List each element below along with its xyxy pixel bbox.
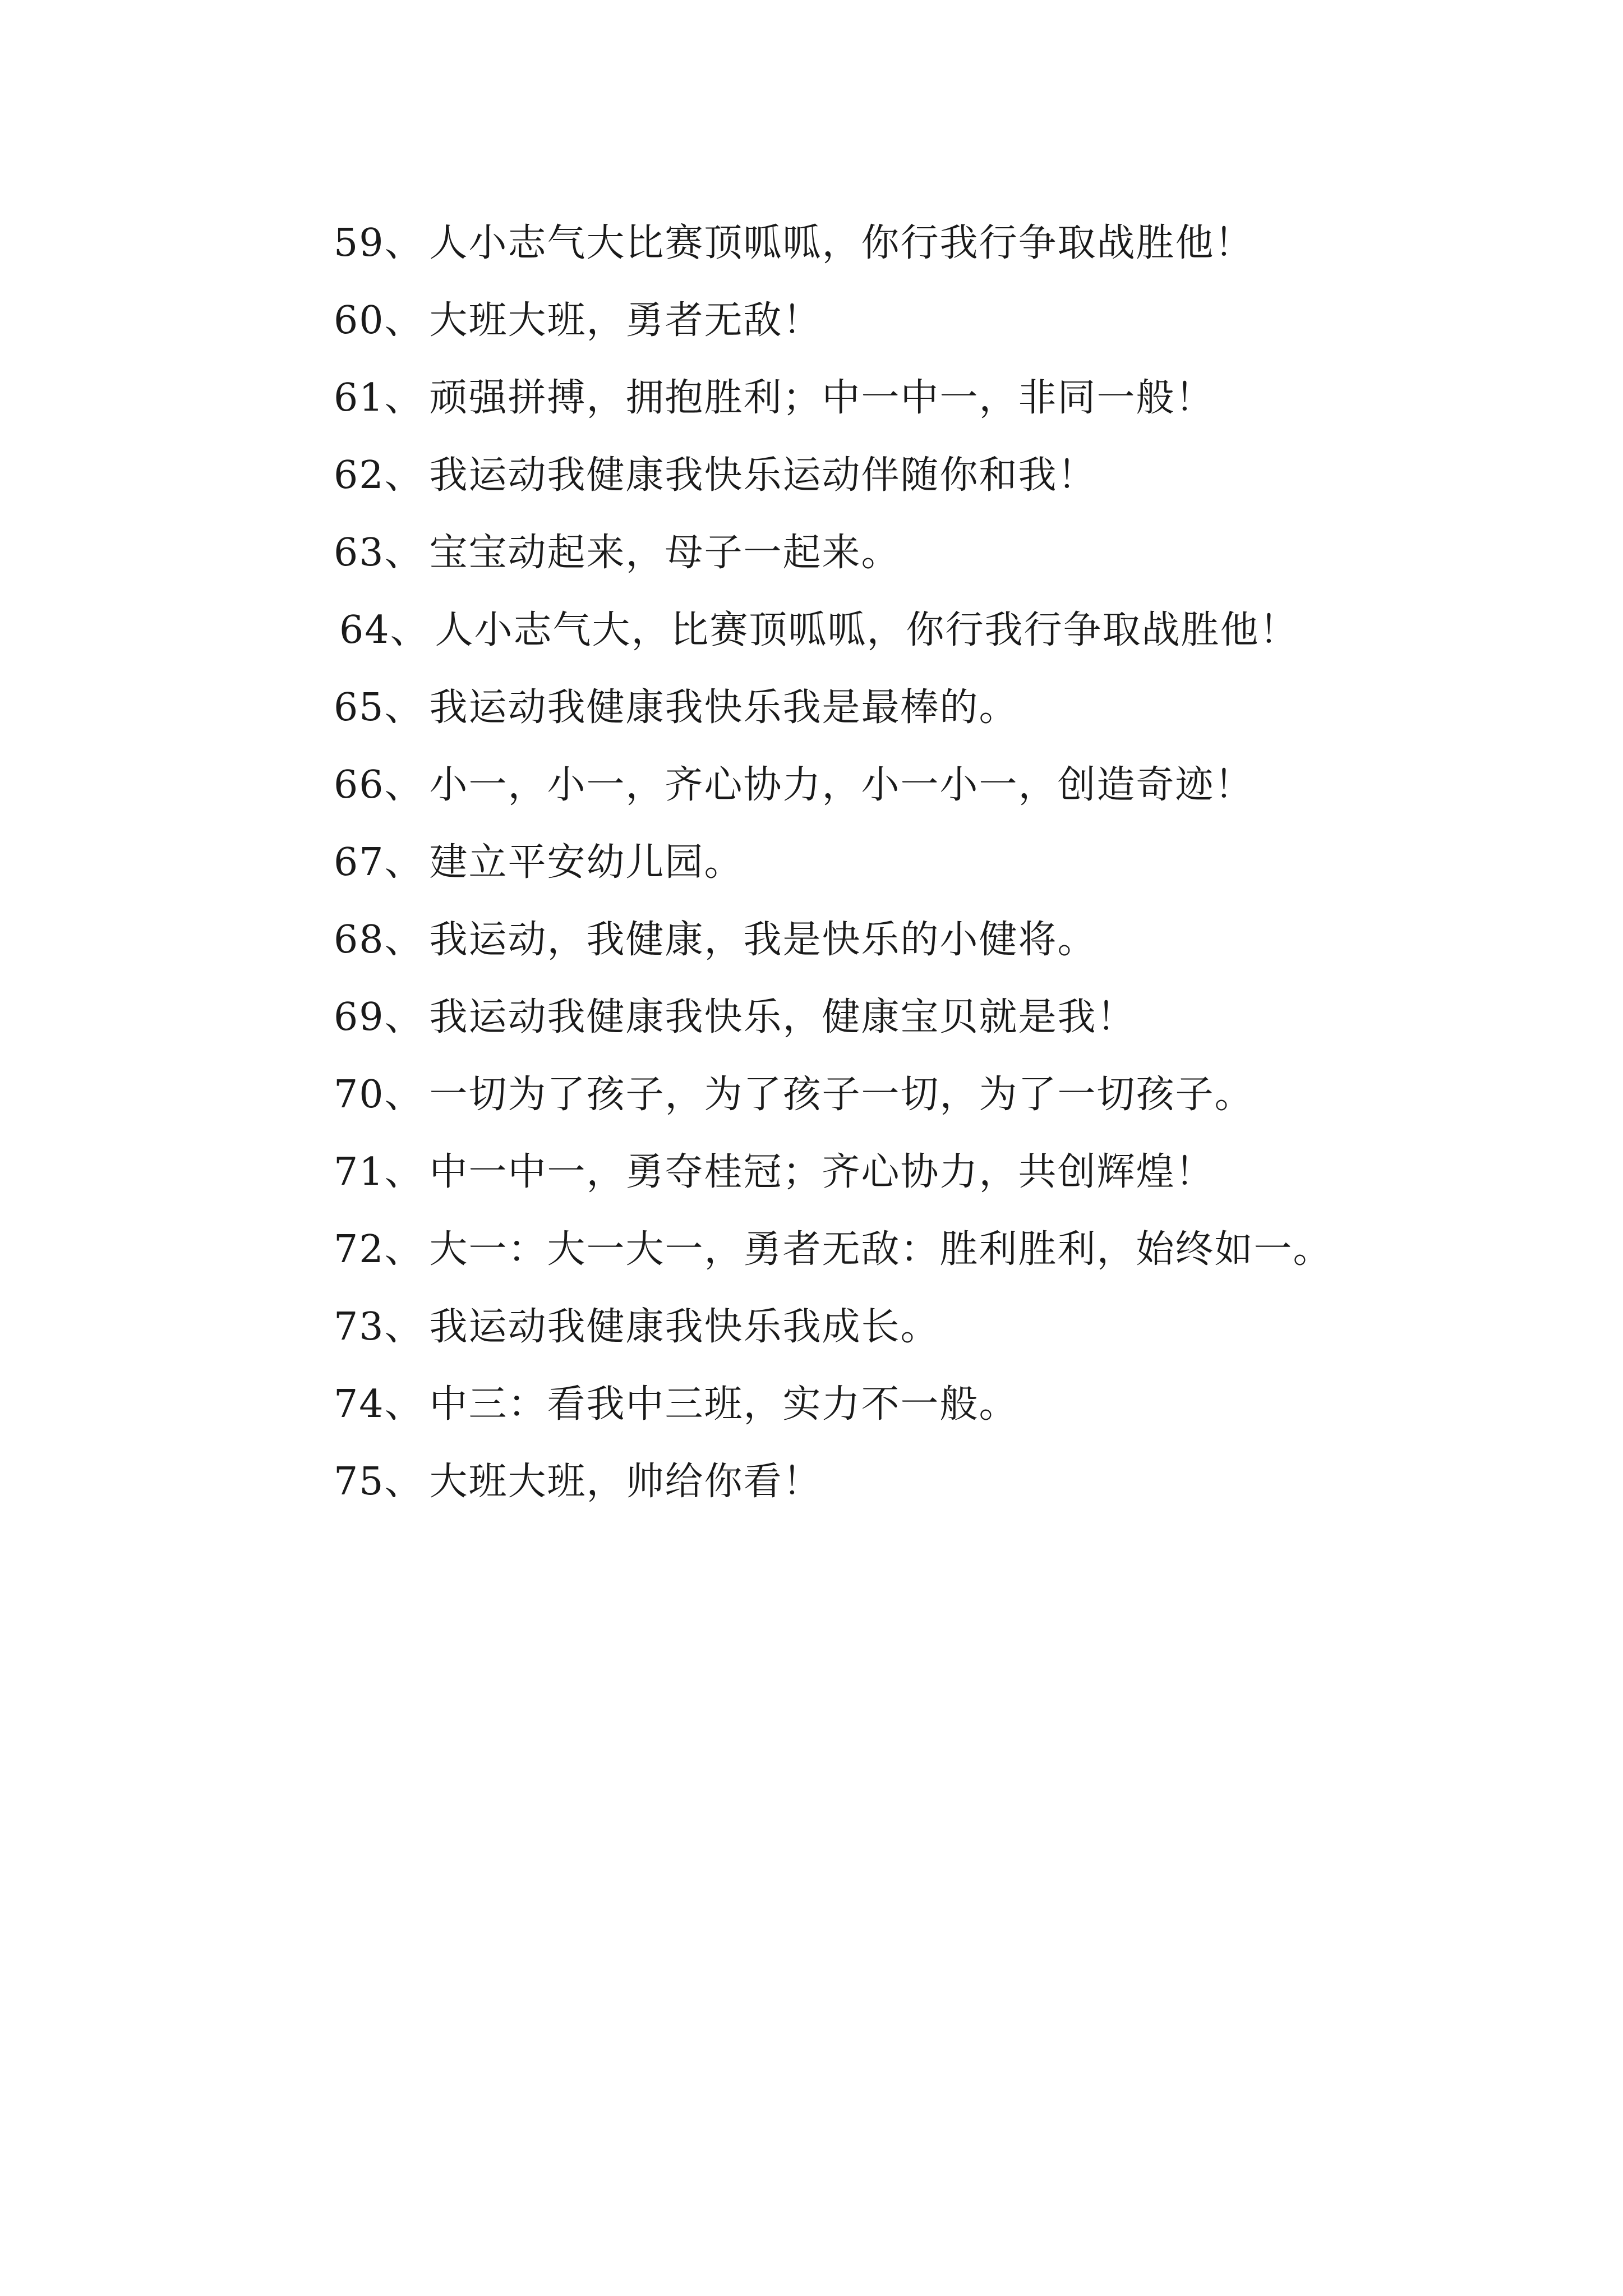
item-separator: 、 bbox=[384, 453, 424, 498]
list-item bbox=[334, 1211, 1539, 1289]
list-item bbox=[334, 437, 1539, 514]
item-text: 宝宝动起来，母子一起来。 bbox=[429, 531, 901, 575]
item-separator: 、 bbox=[384, 763, 424, 807]
item-separator: 、 bbox=[384, 1382, 424, 1427]
item-separator: 、 bbox=[384, 1073, 424, 1117]
item-separator: 、 bbox=[384, 918, 424, 962]
item-separator: 、 bbox=[384, 1460, 424, 1504]
list-item bbox=[334, 1443, 1539, 1521]
item-number: 69 bbox=[334, 995, 385, 1039]
list-item bbox=[334, 1134, 1539, 1211]
item-text: 我运动，我健康，我是快乐的小健将。 bbox=[429, 918, 1097, 962]
list-item bbox=[334, 205, 1539, 282]
item-text: 一切为了孩子，为了孩子一切，为了一切孩子。 bbox=[429, 1073, 1254, 1117]
item-text: 大班大班，帅给你看！ bbox=[429, 1460, 822, 1504]
list-item bbox=[334, 1056, 1539, 1134]
item-text: 人小志气大比赛顶呱呱，你行我行争取战胜他！ bbox=[429, 221, 1254, 265]
item-text: 我运动我健康我快乐我成长。 bbox=[429, 1305, 940, 1349]
item-number: 66 bbox=[334, 763, 385, 807]
item-text: 大班大班，勇者无敌！ bbox=[429, 298, 822, 343]
item-number: 73 bbox=[334, 1305, 385, 1349]
item-number: 59 bbox=[334, 221, 385, 265]
item-number: 65 bbox=[334, 685, 385, 730]
item-number: 75 bbox=[334, 1460, 385, 1504]
item-separator: 、 bbox=[384, 685, 424, 730]
list-item bbox=[334, 360, 1539, 437]
list-item bbox=[334, 514, 1539, 592]
list-item bbox=[334, 1289, 1539, 1366]
item-separator: 、 bbox=[390, 608, 430, 652]
item-separator: 、 bbox=[384, 376, 424, 420]
item-separator: 、 bbox=[384, 1305, 424, 1349]
list-item bbox=[334, 669, 1539, 747]
item-text: 中三：看我中三班，实力不一般。 bbox=[429, 1382, 1018, 1427]
item-text: 顽强拼搏，拥抱胜利；中一中一，非同一般！ bbox=[429, 376, 1215, 420]
item-number: 68 bbox=[334, 918, 385, 962]
list-item bbox=[334, 282, 1539, 360]
item-number: 74 bbox=[334, 1382, 385, 1427]
item-separator: 、 bbox=[384, 1227, 424, 1272]
item-separator: 、 bbox=[384, 298, 424, 343]
item-number: 61 bbox=[334, 376, 385, 420]
item-separator: 、 bbox=[384, 1150, 424, 1194]
item-number: 64 bbox=[339, 608, 390, 652]
slogan-list bbox=[334, 205, 1539, 1521]
item-text: 我运动我健康我快乐运动伴随你和我！ bbox=[429, 453, 1097, 498]
item-text: 我运动我健康我快乐，健康宝贝就是我！ bbox=[429, 995, 1136, 1039]
item-separator: 、 bbox=[384, 221, 424, 265]
list-item bbox=[334, 747, 1539, 824]
list-item bbox=[334, 592, 1539, 669]
item-number: 70 bbox=[334, 1073, 385, 1117]
item-separator: 、 bbox=[384, 840, 424, 885]
list-item bbox=[334, 1366, 1539, 1443]
item-text: 我运动我健康我快乐我是最棒的。 bbox=[429, 685, 1018, 730]
item-text: 中一中一，勇夺桂冠；齐心协力，共创辉煌！ bbox=[429, 1150, 1215, 1194]
item-separator: 、 bbox=[384, 531, 424, 575]
item-number: 63 bbox=[334, 531, 385, 575]
list-item bbox=[334, 824, 1539, 901]
list-item bbox=[334, 979, 1539, 1056]
item-separator: 、 bbox=[384, 995, 424, 1039]
item-text: 人小志气大，比赛顶呱呱，你行我行争取战胜他！ bbox=[435, 608, 1299, 652]
item-text: 建立平安幼儿园。 bbox=[429, 840, 744, 885]
item-text: 大一：大一大一，勇者无敌：胜利胜利，始终如一。 bbox=[429, 1227, 1332, 1272]
item-number: 62 bbox=[334, 453, 385, 498]
list-item bbox=[334, 901, 1539, 979]
item-number: 67 bbox=[334, 840, 385, 885]
item-number: 71 bbox=[334, 1150, 385, 1194]
item-text: 小一，小一，齐心协力，小一小一，创造奇迹！ bbox=[429, 763, 1254, 807]
item-number: 72 bbox=[334, 1227, 385, 1272]
item-number: 60 bbox=[334, 298, 385, 343]
